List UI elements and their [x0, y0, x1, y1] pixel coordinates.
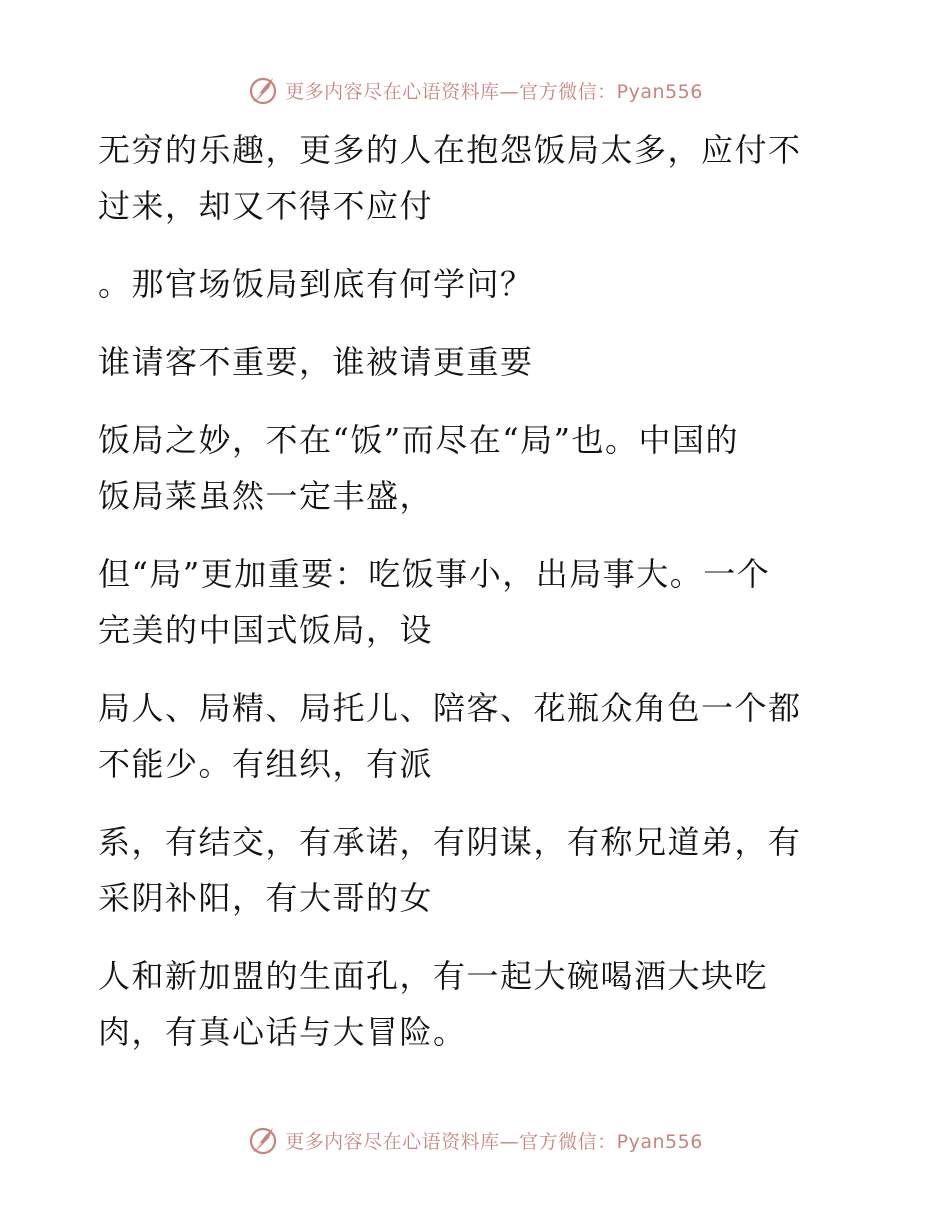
quill-pen-logo-icon [247, 1124, 279, 1156]
watermark-text: 更多内容尽在心语资料库—官方微信：Pyan556 [285, 1130, 703, 1153]
document-body [98, 122, 838, 1082]
paragraph [98, 122, 838, 234]
paragraph [98, 256, 838, 312]
paragraph [98, 814, 838, 926]
text-line: 饭局之妙，不在“饭”而尽在“局”也。中国的 [98, 421, 739, 459]
text-line: 系，有结交，有承诺，有阴谋，有称兄道弟，有 [98, 823, 802, 861]
text-line: 人和新加盟的生面孔，有一起大碗喝酒大块吃 [98, 957, 769, 995]
footer-watermark [0, 1120, 950, 1160]
paragraph [98, 546, 838, 658]
paragraph [98, 334, 838, 390]
text-line: 不能少。有组织，有派 [98, 745, 434, 783]
text-line: 采阴补阳，有大哥的女 [98, 879, 434, 917]
text-line: 局人、局精、局托儿、陪客、花瓶众角色一个都 [98, 689, 802, 727]
paragraph [98, 680, 838, 792]
header-watermark [0, 70, 950, 110]
text-line: 但“局”更加重要：吃饭事小，出局事大。一个 [98, 555, 771, 593]
text-line: 。那官场饭局到底有何学问？ [98, 265, 534, 303]
text-line: 肉，有真心话与大冒险。 [98, 1013, 467, 1051]
quill-pen-logo-icon [247, 74, 279, 106]
paragraph [98, 412, 838, 524]
text-line: 谁请客不重要，谁被请更重要 [98, 343, 534, 381]
text-line: 饭局菜虽然一定丰盛， [98, 477, 434, 515]
text-line: 过来，却又不得不应付 [98, 187, 434, 225]
watermark-text: 更多内容尽在心语资料库—官方微信：Pyan556 [285, 80, 703, 103]
text-line: 无穷的乐趣，更多的人在抱怨饭局太多，应付不 [98, 131, 802, 169]
text-line: 完美的中国式饭局，设 [98, 611, 434, 649]
paragraph [98, 948, 838, 1060]
